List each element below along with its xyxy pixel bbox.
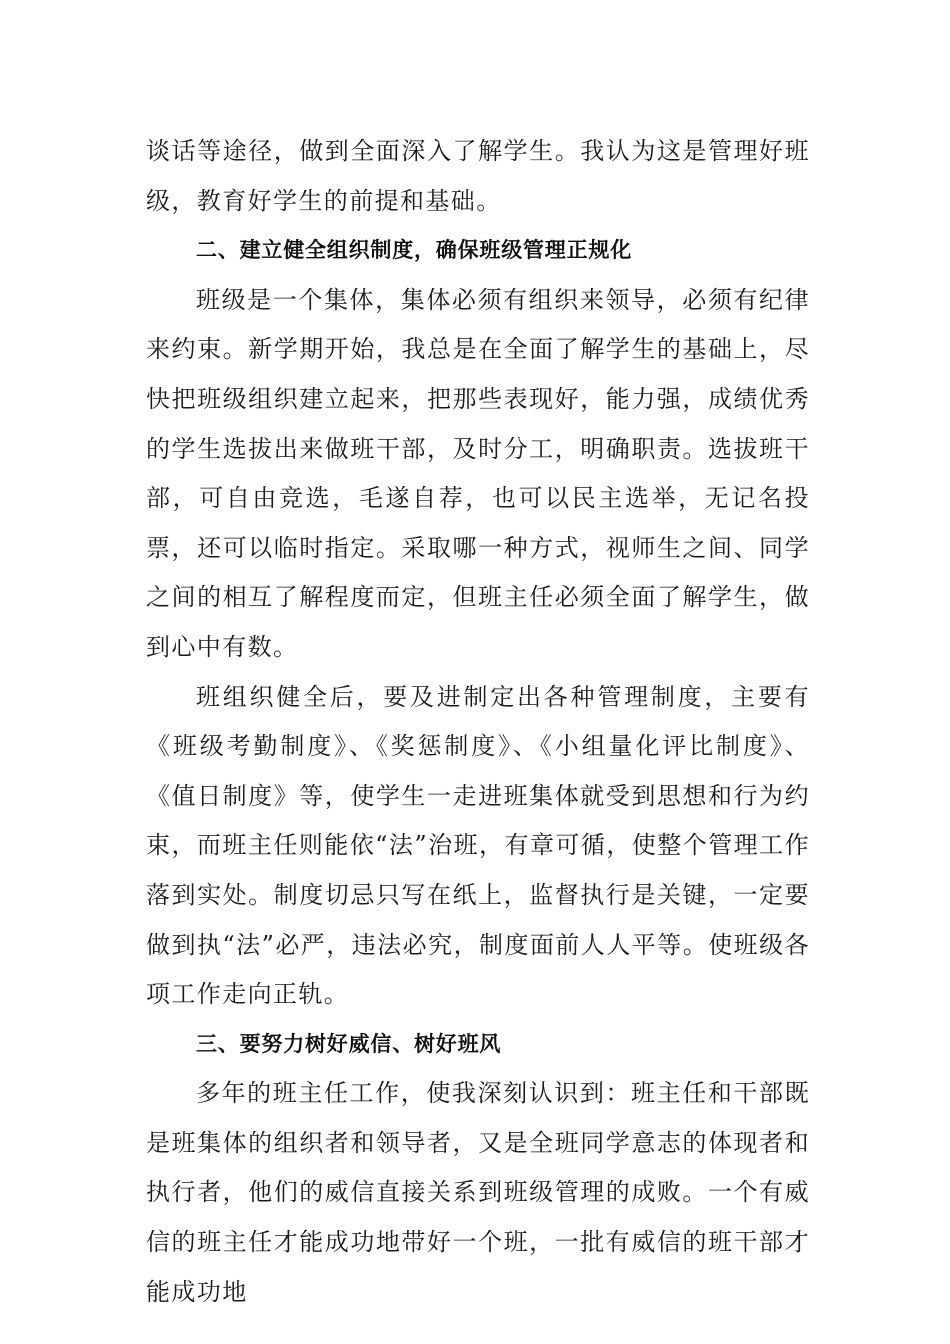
- paragraph-management-rules: 班组织健全后，要及进制定出各种管理制度，主要有《班级考勤制度》、《奖惩制度》、《小组量化评比制度》、《值日制度》等，使学生一走进班集体就受到思想和行为约束，而班主任则能依“法”治班，有章可循，使整个管理工作落到实处。制度切忌只写在纸上，监督执行是关键，一定要做到执“法”必严，违法必究，制度面前人人平等。使班级各项工作走向正轨。: [146, 682, 810, 1009]
- section-heading-2: 二、建立健全组织制度，确保班级管理正规化: [196, 238, 632, 263]
- paragraph-continuation: 谈话等途径，做到全面深入了解学生。我认为这是管理好班级，教育好学生的前提和基础。: [146, 137, 810, 215]
- paragraph-class-organization: 班级是一个集体，集体必须有组织来领导，必须有纪律来约束。新学期开始，我总是在全面了解学生的基础上，尽快把班级组织建立起来，把那些表现好，能力强，成绩优秀的学生选拔出来做班干部，及时分工，明确职责。选拔班干部，可自由竞选，毛遂自荐，也可以民主选举，无记名投票，还可以临时指定。采取哪一种方式，视师生之间、同学之间的相互了解程度而定，但班主任必须全面了解学生，做到心中有数。: [146, 285, 810, 661]
- paragraph-authority: 多年的班主任工作，使我深刻认识到：班主任和干部既是班集体的组织者和领导者，又是全班同学意志的体现者和执行者，他们的威信直接关系到班级管理的成败。一个有威信的班主任才能成功地带好一个班，一批有威信的班干部才能成功地: [146, 1079, 810, 1306]
- section-heading-3: 三、要努力树好威信、树好班风: [196, 1031, 502, 1056]
- document-body: [146, 127, 810, 1317]
